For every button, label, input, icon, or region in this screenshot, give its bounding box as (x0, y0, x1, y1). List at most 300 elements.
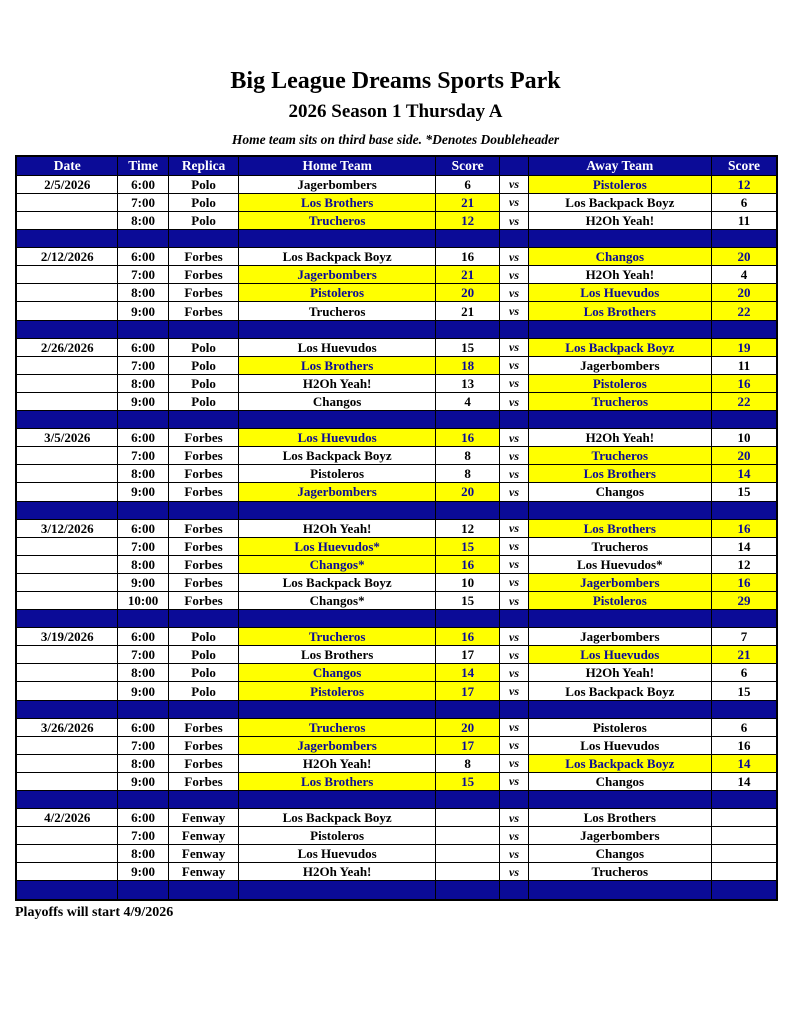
time-cell: 7:00 (118, 736, 168, 754)
date-cell (16, 447, 118, 465)
separator-cell (712, 411, 777, 429)
schedule-row (16, 827, 777, 845)
time-cell: 9:00 (118, 573, 168, 591)
column-header-away-team: Away Team (528, 156, 711, 175)
replica-cell: Polo (168, 682, 239, 700)
schedule-row (16, 718, 777, 736)
away-score-cell: 7 (712, 628, 777, 646)
schedule-row (16, 573, 777, 591)
schedule-row (16, 248, 777, 266)
vs-cell: vs (500, 429, 528, 447)
replica-cell: Forbes (168, 573, 239, 591)
date-cell (16, 374, 118, 392)
replica-cell: Fenway (168, 809, 239, 827)
date-cell: 4/2/2026 (16, 809, 118, 827)
separator-cell (500, 501, 528, 519)
away-score-cell: 20 (712, 248, 777, 266)
schedule-row (16, 465, 777, 483)
schedule-row (16, 537, 777, 555)
time-cell: 8:00 (118, 664, 168, 682)
time-cell: 9:00 (118, 392, 168, 410)
home-score-cell: 15 (435, 338, 500, 356)
date-cell (16, 193, 118, 211)
schedule-row (16, 284, 777, 302)
vs-cell: vs (500, 212, 528, 230)
replica-cell: Polo (168, 646, 239, 664)
separator-row (16, 881, 777, 900)
vs-cell: vs (500, 664, 528, 682)
home-team-cell: Trucheros (239, 212, 435, 230)
home-team-cell: Jagerbombers (239, 483, 435, 501)
replica-cell: Polo (168, 664, 239, 682)
separator-cell (16, 881, 118, 900)
separator-cell (118, 230, 168, 248)
separator-cell (435, 501, 500, 519)
separator-cell (239, 501, 435, 519)
away-score-cell: 16 (712, 736, 777, 754)
schedule-row (16, 682, 777, 700)
page-title: Big League Dreams Sports Park (230, 68, 561, 94)
separator-cell (16, 320, 118, 338)
time-cell: 8:00 (118, 845, 168, 863)
time-cell: 6:00 (118, 718, 168, 736)
time-cell: 8:00 (118, 374, 168, 392)
separator-cell (239, 411, 435, 429)
separator-cell (239, 610, 435, 628)
home-score-cell: 21 (435, 193, 500, 211)
home-score-cell: 15 (435, 591, 500, 609)
schedule-row (16, 555, 777, 573)
separator-cell (168, 411, 239, 429)
separator-cell (435, 881, 500, 900)
away-team-cell: Los Backpack Boyz (528, 754, 711, 772)
away-score-cell: 21 (712, 646, 777, 664)
home-team-cell: Los Brothers (239, 193, 435, 211)
home-team-cell: Pistoleros (239, 284, 435, 302)
home-score-cell: 16 (435, 248, 500, 266)
separator-row (16, 411, 777, 429)
date-cell (16, 356, 118, 374)
away-score-cell (712, 845, 777, 863)
vs-cell: vs (500, 736, 528, 754)
separator-cell (239, 230, 435, 248)
home-score-cell: 10 (435, 573, 500, 591)
home-score-cell: 20 (435, 718, 500, 736)
home-score-cell: 21 (435, 266, 500, 284)
separator-cell (168, 320, 239, 338)
away-team-cell: H2Oh Yeah! (528, 212, 711, 230)
schedule-row (16, 374, 777, 392)
away-team-cell: Jagerbombers (528, 827, 711, 845)
away-team-cell: Los Brothers (528, 519, 711, 537)
away-team-cell: Changos (528, 772, 711, 790)
away-team-cell: Los Backpack Boyz (528, 682, 711, 700)
column-header-away-score: Score (712, 156, 777, 175)
away-team-cell: Los Huevudos (528, 736, 711, 754)
vs-cell: vs (500, 573, 528, 591)
away-team-cell: Trucheros (528, 537, 711, 555)
separator-cell (168, 700, 239, 718)
home-team-cell: Los Huevudos (239, 338, 435, 356)
separator-cell (500, 881, 528, 900)
time-cell: 6:00 (118, 519, 168, 537)
date-cell (16, 483, 118, 501)
home-team-cell: Trucheros (239, 718, 435, 736)
away-team-cell: Trucheros (528, 863, 711, 881)
separator-cell (118, 610, 168, 628)
vs-cell: vs (500, 718, 528, 736)
home-team-cell: Pistoleros (239, 682, 435, 700)
vs-cell: vs (500, 555, 528, 573)
home-score-cell: 20 (435, 284, 500, 302)
schedule-row (16, 519, 777, 537)
home-team-cell: Changos* (239, 591, 435, 609)
home-team-cell: Changos (239, 664, 435, 682)
away-team-cell: Trucheros (528, 392, 711, 410)
date-cell (16, 465, 118, 483)
vs-cell: vs (500, 591, 528, 609)
away-team-cell: Jagerbombers (528, 356, 711, 374)
separator-row (16, 700, 777, 718)
separator-cell (16, 411, 118, 429)
replica-cell: Polo (168, 175, 239, 193)
replica-cell: Forbes (168, 772, 239, 790)
vs-cell: vs (500, 356, 528, 374)
schedule-row (16, 591, 777, 609)
schedule-row (16, 736, 777, 754)
time-cell: 7:00 (118, 537, 168, 555)
away-score-cell: 6 (712, 718, 777, 736)
home-team-cell: Los Brothers (239, 356, 435, 374)
date-cell (16, 845, 118, 863)
home-team-cell: Los Brothers (239, 646, 435, 664)
separator-row (16, 791, 777, 809)
away-score-cell: 16 (712, 519, 777, 537)
date-cell (16, 772, 118, 790)
time-cell: 6:00 (118, 248, 168, 266)
separator-cell (712, 230, 777, 248)
vs-cell: vs (500, 537, 528, 555)
separator-cell (712, 791, 777, 809)
away-score-cell: 14 (712, 465, 777, 483)
away-team-cell: Jagerbombers (528, 628, 711, 646)
replica-cell: Polo (168, 628, 239, 646)
vs-cell: vs (500, 374, 528, 392)
home-score-cell: 13 (435, 374, 500, 392)
home-score-cell: 4 (435, 392, 500, 410)
schedule-row (16, 302, 777, 320)
home-score-cell: 16 (435, 429, 500, 447)
schedule-row (16, 754, 777, 772)
vs-cell: vs (500, 248, 528, 266)
vs-cell: vs (500, 175, 528, 193)
date-cell: 2/12/2026 (16, 248, 118, 266)
replica-cell: Forbes (168, 429, 239, 447)
table-header-row (16, 156, 777, 175)
date-cell (16, 392, 118, 410)
vs-cell: vs (500, 827, 528, 845)
vs-cell: vs (500, 483, 528, 501)
home-team-cell: Los Huevudos (239, 845, 435, 863)
time-cell: 10:00 (118, 591, 168, 609)
vs-cell: vs (500, 628, 528, 646)
date-cell: 2/5/2026 (16, 175, 118, 193)
separator-cell (239, 320, 435, 338)
away-score-cell: 11 (712, 356, 777, 374)
home-team-cell: Pistoleros (239, 827, 435, 845)
schedule-row (16, 809, 777, 827)
away-team-cell: Los Brothers (528, 809, 711, 827)
replica-cell: Forbes (168, 718, 239, 736)
separator-cell (500, 320, 528, 338)
vs-cell: vs (500, 338, 528, 356)
home-team-cell: Changos* (239, 555, 435, 573)
separator-cell (528, 791, 711, 809)
date-cell (16, 827, 118, 845)
replica-cell: Polo (168, 338, 239, 356)
replica-cell: Polo (168, 212, 239, 230)
time-cell: 7:00 (118, 827, 168, 845)
home-score-cell (435, 863, 500, 881)
home-team-cell: Trucheros (239, 628, 435, 646)
away-team-cell: Pistoleros (528, 718, 711, 736)
schedule-row (16, 392, 777, 410)
schedule-row (16, 356, 777, 374)
away-score-cell: 4 (712, 266, 777, 284)
away-team-cell: H2Oh Yeah! (528, 429, 711, 447)
home-team-cell: Trucheros (239, 302, 435, 320)
replica-cell: Polo (168, 193, 239, 211)
replica-cell: Forbes (168, 266, 239, 284)
replica-cell: Forbes (168, 555, 239, 573)
schedule-row (16, 266, 777, 284)
date-cell (16, 754, 118, 772)
separator-cell (118, 320, 168, 338)
separator-cell (435, 610, 500, 628)
home-score-cell: 12 (435, 212, 500, 230)
replica-cell: Fenway (168, 827, 239, 845)
time-cell: 7:00 (118, 356, 168, 374)
home-score-cell: 15 (435, 772, 500, 790)
away-score-cell: 16 (712, 374, 777, 392)
time-cell: 7:00 (118, 266, 168, 284)
separator-cell (168, 610, 239, 628)
separator-cell (118, 881, 168, 900)
home-team-cell: Los Backpack Boyz (239, 447, 435, 465)
replica-cell: Forbes (168, 736, 239, 754)
time-cell: 6:00 (118, 809, 168, 827)
separator-cell (528, 320, 711, 338)
schedule-row (16, 212, 777, 230)
date-cell (16, 646, 118, 664)
separator-row (16, 501, 777, 519)
separator-cell (16, 791, 118, 809)
column-header-date: Date (16, 156, 118, 175)
date-cell (16, 266, 118, 284)
replica-cell: Fenway (168, 845, 239, 863)
separator-cell (500, 610, 528, 628)
home-team-cell: Jagerbombers (239, 175, 435, 193)
away-score-cell (712, 863, 777, 881)
separator-row (16, 230, 777, 248)
time-cell: 9:00 (118, 863, 168, 881)
home-score-cell: 16 (435, 555, 500, 573)
vs-cell: vs (500, 754, 528, 772)
date-cell (16, 736, 118, 754)
separator-cell (712, 320, 777, 338)
away-score-cell: 14 (712, 772, 777, 790)
date-cell (16, 573, 118, 591)
separator-cell (712, 610, 777, 628)
time-cell: 7:00 (118, 646, 168, 664)
schedule-row (16, 845, 777, 863)
home-team-cell: H2Oh Yeah! (239, 863, 435, 881)
vs-cell: vs (500, 519, 528, 537)
home-score-cell: 21 (435, 302, 500, 320)
replica-cell: Forbes (168, 483, 239, 501)
home-score-cell: 8 (435, 754, 500, 772)
away-score-cell: 14 (712, 754, 777, 772)
column-header-vs (500, 156, 528, 175)
replica-cell: Forbes (168, 591, 239, 609)
away-score-cell: 15 (712, 483, 777, 501)
replica-cell: Polo (168, 356, 239, 374)
home-score-cell (435, 809, 500, 827)
away-score-cell: 20 (712, 447, 777, 465)
home-team-cell: H2Oh Yeah! (239, 754, 435, 772)
separator-cell (118, 700, 168, 718)
home-score-cell: 8 (435, 447, 500, 465)
date-cell (16, 555, 118, 573)
playoffs-note: Playoffs will start 4/9/2026 (15, 904, 174, 920)
date-cell (16, 863, 118, 881)
separator-row (16, 610, 777, 628)
column-header-time: Time (118, 156, 168, 175)
separator-cell (528, 700, 711, 718)
vs-cell: vs (500, 193, 528, 211)
away-score-cell: 20 (712, 284, 777, 302)
date-cell: 2/26/2026 (16, 338, 118, 356)
home-score-cell: 18 (435, 356, 500, 374)
date-cell (16, 682, 118, 700)
separator-cell (500, 411, 528, 429)
separator-cell (528, 411, 711, 429)
away-team-cell: Los Brothers (528, 302, 711, 320)
schedule-row (16, 863, 777, 881)
schedule-row (16, 646, 777, 664)
separator-cell (435, 791, 500, 809)
schedule-row (16, 772, 777, 790)
replica-cell: Forbes (168, 519, 239, 537)
home-score-cell: 16 (435, 628, 500, 646)
home-team-cell: H2Oh Yeah! (239, 374, 435, 392)
page-subtitle: 2026 Season 1 Thursday A (288, 100, 503, 122)
away-team-cell: Pistoleros (528, 591, 711, 609)
away-team-cell: Pistoleros (528, 374, 711, 392)
vs-cell: vs (500, 863, 528, 881)
vs-cell: vs (500, 646, 528, 664)
separator-cell (528, 610, 711, 628)
column-header-home-score: Score (435, 156, 500, 175)
separator-cell (168, 230, 239, 248)
away-team-cell: Jagerbombers (528, 573, 711, 591)
home-score-cell: 15 (435, 537, 500, 555)
away-team-cell: Los Backpack Boyz (528, 338, 711, 356)
away-score-cell: 22 (712, 392, 777, 410)
home-team-cell: Los Backpack Boyz (239, 248, 435, 266)
date-cell (16, 284, 118, 302)
date-cell (16, 591, 118, 609)
vs-cell: vs (500, 302, 528, 320)
schedule-table (15, 155, 778, 900)
time-cell: 8:00 (118, 284, 168, 302)
column-header-home-team: Home Team (239, 156, 435, 175)
date-cell: 3/5/2026 (16, 429, 118, 447)
replica-cell: Forbes (168, 537, 239, 555)
away-score-cell: 22 (712, 302, 777, 320)
schedule-row (16, 193, 777, 211)
separator-cell (528, 881, 711, 900)
time-cell: 8:00 (118, 754, 168, 772)
away-score-cell: 11 (712, 212, 777, 230)
separator-cell (239, 791, 435, 809)
replica-cell: Forbes (168, 447, 239, 465)
home-team-cell: Los Huevudos* (239, 537, 435, 555)
replica-cell: Forbes (168, 302, 239, 320)
away-score-cell (712, 827, 777, 845)
time-cell: 9:00 (118, 302, 168, 320)
away-score-cell: 6 (712, 193, 777, 211)
separator-cell (500, 791, 528, 809)
time-cell: 6:00 (118, 338, 168, 356)
date-cell (16, 302, 118, 320)
home-score-cell: 8 (435, 465, 500, 483)
vs-cell: vs (500, 284, 528, 302)
replica-cell: Forbes (168, 465, 239, 483)
home-team-cell: Los Brothers (239, 772, 435, 790)
separator-cell (16, 230, 118, 248)
separator-cell (500, 700, 528, 718)
separator-cell (239, 881, 435, 900)
away-score-cell: 19 (712, 338, 777, 356)
schedule-note: Home team sits on third base side. *Denotes Doubleheader (231, 132, 560, 148)
away-score-cell: 6 (712, 664, 777, 682)
away-team-cell: Changos (528, 248, 711, 266)
schedule-row (16, 628, 777, 646)
away-team-cell: Changos (528, 483, 711, 501)
date-cell: 3/12/2026 (16, 519, 118, 537)
separator-cell (168, 791, 239, 809)
separator-cell (712, 700, 777, 718)
time-cell: 6:00 (118, 175, 168, 193)
away-team-cell: Los Backpack Boyz (528, 193, 711, 211)
vs-cell: vs (500, 682, 528, 700)
document-header (0, 0, 791, 148)
time-cell: 8:00 (118, 212, 168, 230)
away-score-cell: 29 (712, 591, 777, 609)
separator-cell (435, 230, 500, 248)
time-cell: 9:00 (118, 483, 168, 501)
away-team-cell: H2Oh Yeah! (528, 266, 711, 284)
column-header-replica: Replica (168, 156, 239, 175)
away-team-cell: Changos (528, 845, 711, 863)
separator-row (16, 320, 777, 338)
away-score-cell: 14 (712, 537, 777, 555)
replica-cell: Polo (168, 392, 239, 410)
schedule-row (16, 338, 777, 356)
home-score-cell: 17 (435, 736, 500, 754)
separator-cell (528, 230, 711, 248)
